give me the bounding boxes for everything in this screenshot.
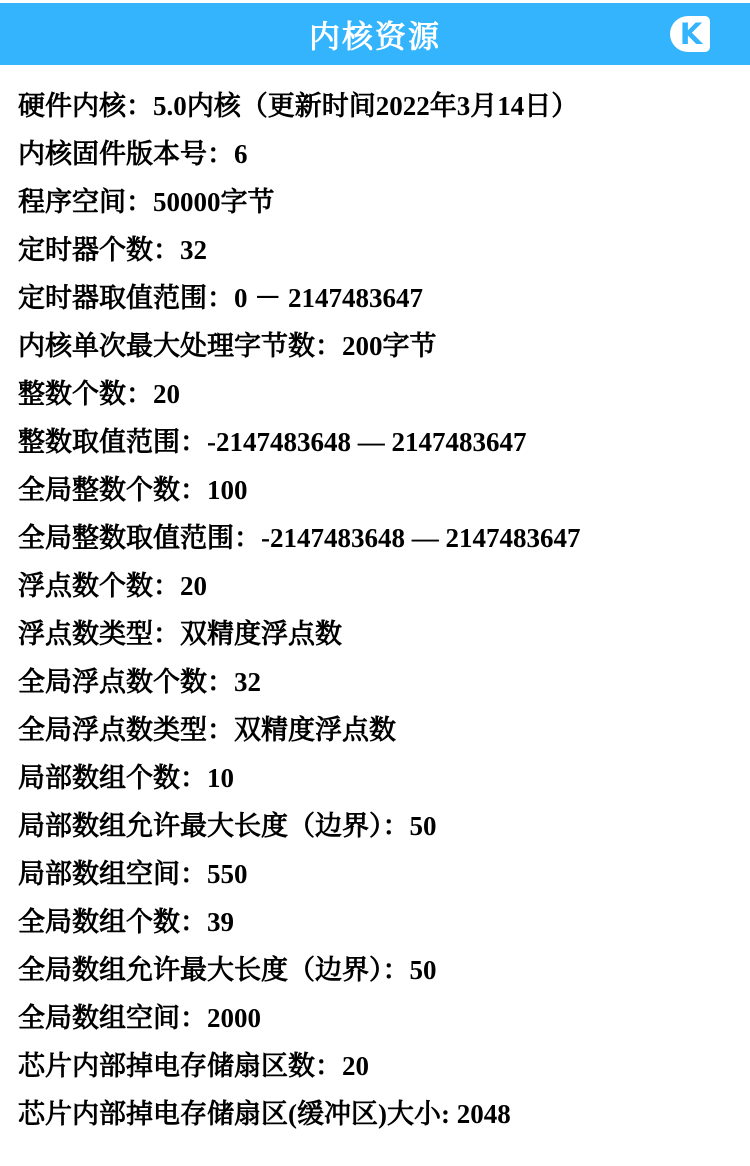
resource-line: 全局数组个数：39 xyxy=(18,906,234,937)
resource-line: 全局整数个数：100 xyxy=(18,474,248,505)
resource-line: 整数取值范围：-2147483648 — 2147483647 xyxy=(18,426,527,457)
resource-line: 整数个数：20 xyxy=(18,378,180,409)
resource-line: 局部数组允许最大长度（边界）：50 xyxy=(18,810,437,841)
resource-list xyxy=(0,65,750,1135)
resource-line: 芯片内部掉电存储扇区数：20 xyxy=(18,1050,369,1081)
resource-line: 局部数组空间：550 xyxy=(18,858,248,889)
resource-line: 局部数组个数：10 xyxy=(18,762,234,793)
app-logo-button[interactable] xyxy=(670,16,710,52)
resource-line: 浮点数类型：双精度浮点数 xyxy=(18,618,342,649)
resource-line: 全局数组空间：2000 xyxy=(18,1002,261,1033)
resource-line: 芯片内部掉电存储扇区(缓冲区)大小: 2048 xyxy=(18,1098,511,1129)
resource-line: 内核固件版本号：6 xyxy=(18,138,248,169)
resource-line: 定时器个数：32 xyxy=(18,234,207,265)
resource-line: 全局浮点数个数：32 xyxy=(18,666,261,697)
resource-line: 内核单次最大处理字节数：200字节 xyxy=(18,330,437,361)
resource-line: 浮点数个数：20 xyxy=(18,570,207,601)
header-bar xyxy=(0,3,750,65)
resource-line: 程序空间：50000字节 xyxy=(18,186,275,217)
page-title: 内核资源 xyxy=(309,19,441,55)
k-logo-icon: K xyxy=(679,16,703,51)
resource-line: 硬件内核：5.0内核（更新时间2022年3月14日） xyxy=(18,90,579,121)
resource-line: 全局数组允许最大长度（边界）：50 xyxy=(18,954,437,985)
resource-line: 全局浮点数类型：双精度浮点数 xyxy=(18,714,396,745)
resource-line: 定时器取值范围：0 － 2147483647 xyxy=(18,282,423,313)
resource-line: 全局整数取值范围：-2147483648 — 2147483647 xyxy=(18,522,581,553)
